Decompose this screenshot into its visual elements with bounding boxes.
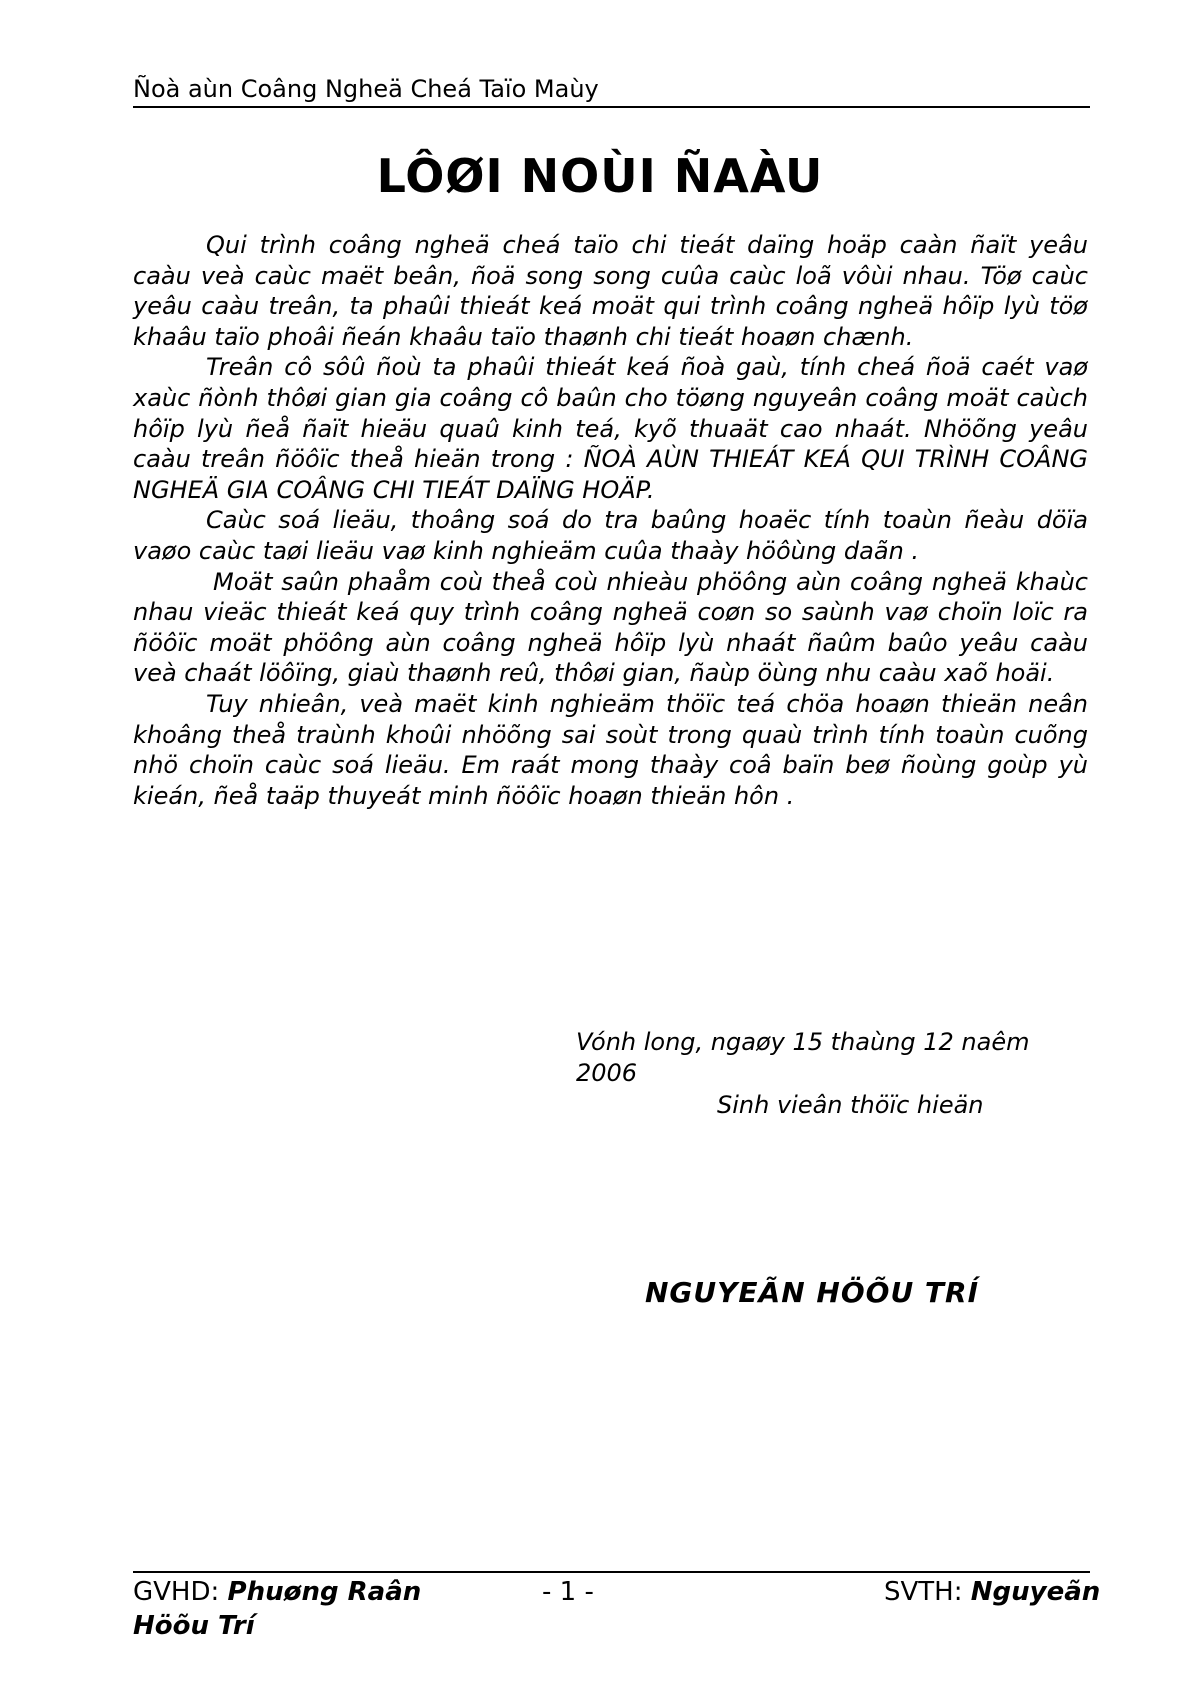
place-date: Vónh long, ngaøy 15 thaùng 12 naêm 2006 [576, 1028, 1030, 1087]
signer-role: Sinh vieân thöïc hieän [717, 1091, 984, 1119]
paragraph-4: Moät saûn phaåm coù theå coù nhieàu phöông aùn coâng ngheä khaùc nhau vieäc thieát keá quy trình coâng ngheä coøn so saùnh vaø choïn loïc ra ñöôïc moät phöông aùn coâng ngheä hôïp lyù nhaát ñaûm baûo yeâu caàu veà chaát löôïng, giaù thaønh reû, thôøi gian, ñaùp öùng nhu caàu xaõ hoäi. [133, 567, 1088, 688]
author-name: NGUYEÃN HÖÕU TRÍ [645, 1276, 980, 1309]
gvhd-label: GVHD: [133, 1577, 228, 1607]
footer-gvhd [133, 1576, 421, 1608]
svth-label: SVTH: [884, 1577, 971, 1607]
page-footer [133, 1576, 1113, 1646]
svth-name-continued: Höõu Trí [133, 1611, 255, 1641]
paragraph-3: Caùc soá lieäu, thoâng soá do tra baûng hoaëc tính toaùn ñeàu döïa vaøo caùc taøi lieäu vaø kinh nghieäm cuûa thaày höôùng daãn . [133, 506, 1088, 565]
page-number: - 1 - [542, 1577, 594, 1607]
document-body [133, 230, 1088, 811]
footer-svth [884, 1576, 1100, 1608]
paragraph-5: Tuy nhieân, veà maët kinh nghieäm thöïc teá chöa hoaøn thieän neân khoâng theå traùnh khoûi nhöõng sai soùt trong quaù trình tính toaùn cuõng nhö choïn caùc soá lieäu. Em raát mong thaày coâ baïn beø ñoùng goùp yù kieán, ñeå taäp thuyeát minh ñöôïc hoaøn thieän hôn . [133, 689, 1088, 810]
paragraph-2: Treân cô sôû ñoù ta phaûi thieát keá ñoà gaù, tính cheá ñoä caét vaø xaùc ñònh thôøi gian gia coâng cô baûn cho töøng nguyeân coâng moät caùch hôïp lyù ñeå ñaït hieäu quaû kinh teá, kyõ thuaät cao nhaát. Nhöõng yeâu caàu treân ñöôïc theå hieän trong : ÑOÀ AÙN THIEÁT KEÁ QUI TRÌNH COÂNG NGHEÄ GIA COÂNG CHI TIEÁT DAÏNG HOÄP. [133, 353, 1088, 504]
page-title: LÔØI NOÙI ÑAÀU [376, 149, 824, 203]
footer-divider [133, 1571, 1090, 1573]
gvhd-name: Phuøng Raân [227, 1577, 422, 1607]
running-header: Ñoà aùn Coâng Ngheä Cheá Taïo Maùy [133, 74, 1090, 108]
svth-name: Nguyeãn [970, 1577, 1101, 1607]
paragraph-1: Qui trình coâng ngheä cheá taïo chi tieát daïng hoäp caàn ñaït yeâu caàu veà caùc maët beân, ñoä song song cuûa caùc loã vôùi nhau. Töø caùc yeâu caàu treân, ta phaûi thieát keá moät qui trình coâng ngheä hôïp lyù töø khaâu taïo phoâi ñeán khaâu taïo thaønh chi tieát hoaøn chænh. [133, 231, 1088, 351]
